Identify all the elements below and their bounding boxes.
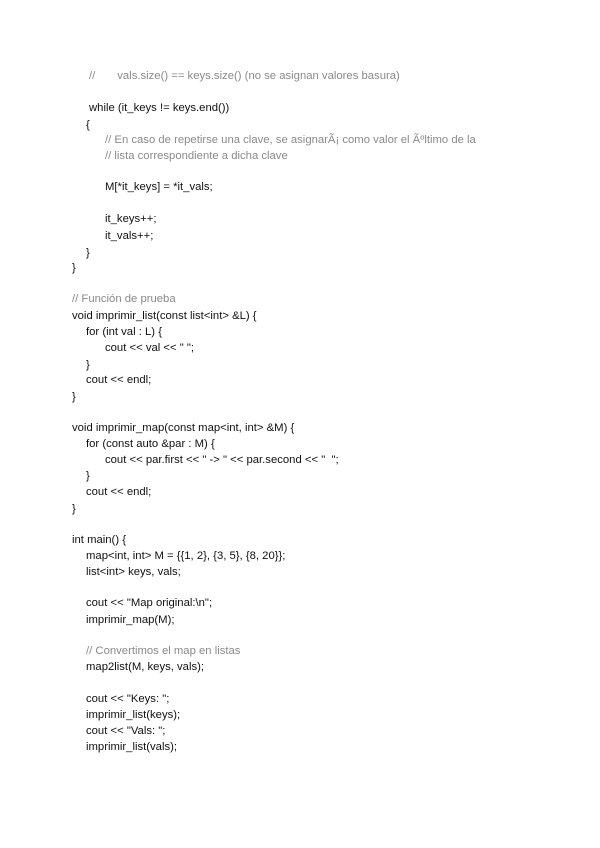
code-line: void imprimir_list(const list<int> &L) { <box>72 310 257 322</box>
code-line: imprimir_map(M); <box>86 614 175 626</box>
code-line: cout << endl; <box>86 486 152 498</box>
code-line: void imprimir_map(const map<int, int> &M) { <box>72 422 295 434</box>
code-comment-line: // vals.size() == keys.size() (no se asignan valores basura) <box>89 70 400 82</box>
code-line: while (it_keys != keys.end()) <box>89 102 230 114</box>
code-line: for (int val : L) { <box>86 326 162 338</box>
code-line: it_keys++; <box>105 213 157 225</box>
code-line: cout << endl; <box>86 374 152 386</box>
code-line: { <box>86 119 90 131</box>
code-line: } <box>72 391 76 403</box>
code-line: cout << "Map original:\n"; <box>86 597 213 609</box>
code-line: list<int> keys, vals; <box>86 566 181 578</box>
code-comment-line: // En caso de repetirse una clave, se asignarÃ¡ como valor el Ãºltimo de la <box>105 134 476 146</box>
code-line: it_vals++; <box>105 230 154 242</box>
code-line: imprimir_list(vals); <box>86 741 177 753</box>
code-line: cout << "Keys: "; <box>86 693 170 705</box>
code-line: } <box>72 503 76 515</box>
code-comment-line: // Convertimos el map en listas <box>86 645 241 657</box>
code-line: } <box>86 470 90 482</box>
code-line: cout << "Vals: "; <box>86 725 166 737</box>
code-line: } <box>72 262 76 274</box>
code-line: } <box>86 247 90 259</box>
code-line: cout << val << " "; <box>105 342 195 354</box>
code-line: map<int, int> M = {{1, 2}, {3, 5}, {8, 20}}; <box>86 550 286 562</box>
code-line: for (const auto &par : M) { <box>86 438 215 450</box>
code-line: imprimir_list(keys); <box>86 709 181 721</box>
code-line: int main() { <box>72 534 126 546</box>
code-line: map2list(M, keys, vals); <box>86 661 205 673</box>
code-comment-line: // lista correspondiente a dicha clave <box>105 150 288 162</box>
code-line: } <box>86 359 90 371</box>
code-line: cout << par.first << " -> " << par.second << " "; <box>105 454 339 466</box>
code-line: M[*it_keys] = *it_vals; <box>105 181 213 193</box>
code-comment-line: // Función de prueba <box>72 293 176 305</box>
